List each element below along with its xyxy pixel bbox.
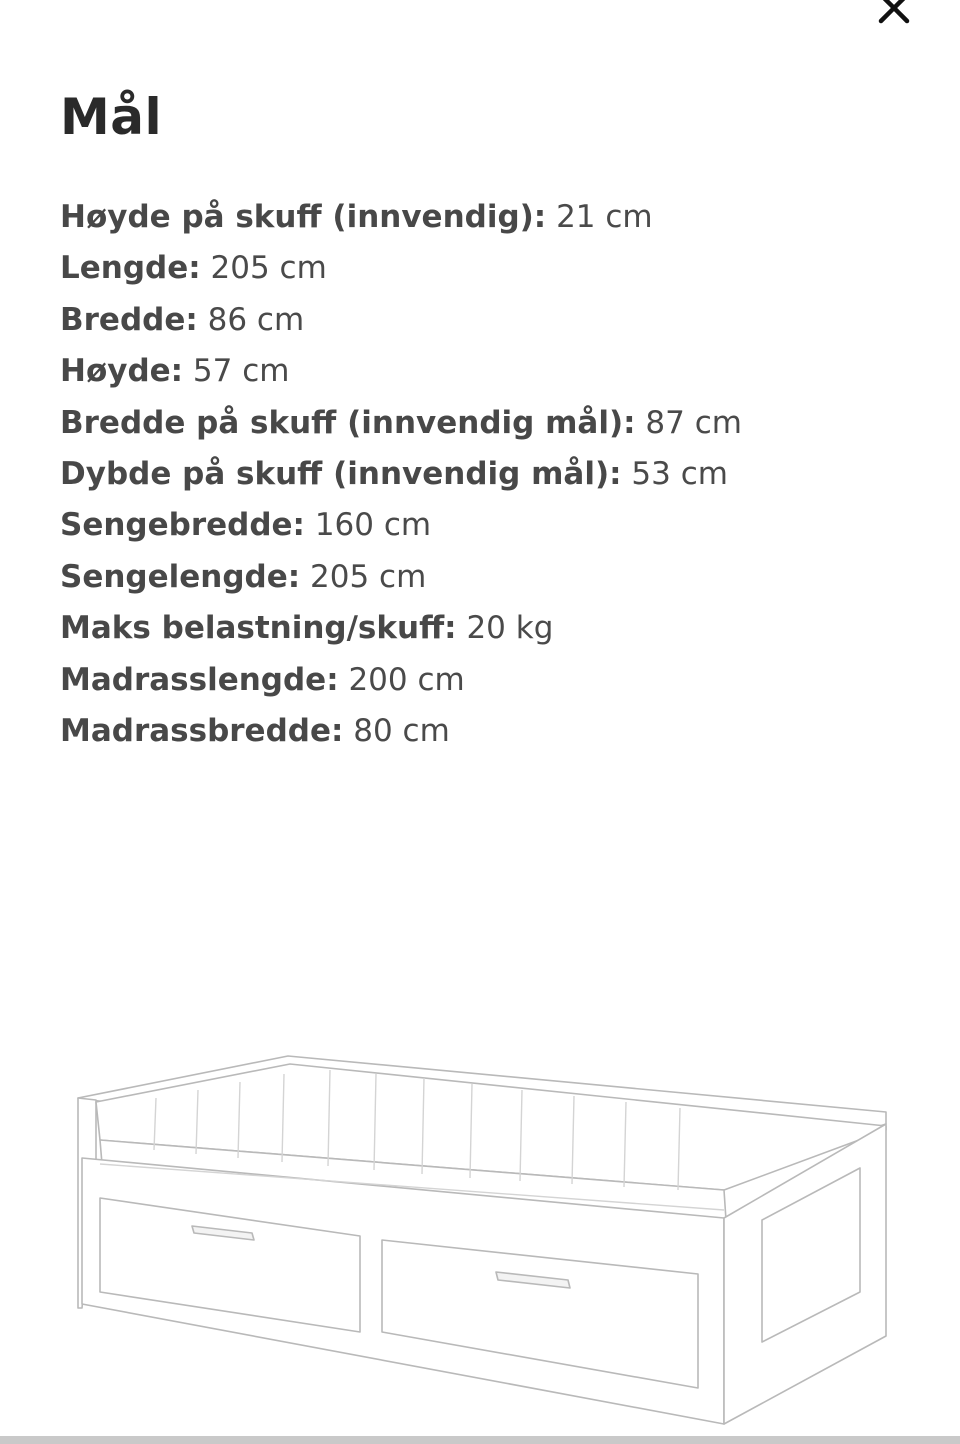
dimension-label: Lengde: bbox=[60, 250, 201, 287]
dimension-value: 160 cm bbox=[314, 507, 432, 544]
close-icon bbox=[877, 0, 911, 25]
close-button[interactable] bbox=[870, 0, 918, 28]
dimension-label: Bredde på skuff (innvendig mål): bbox=[60, 404, 636, 441]
dimension-value: 20 kg bbox=[466, 610, 554, 647]
dimension-value: 53 cm bbox=[631, 455, 728, 492]
dimension-row bbox=[60, 346, 742, 397]
dimension-row bbox=[60, 655, 742, 706]
dimension-value: 86 cm bbox=[207, 301, 305, 338]
dimension-label: Dybde på skuff (innvendig mål): bbox=[60, 455, 622, 492]
dimension-label: Sengelengde: bbox=[60, 558, 301, 595]
dimension-label: Høyde: bbox=[60, 353, 184, 390]
dimension-row bbox=[60, 192, 742, 243]
dimension-list bbox=[60, 192, 742, 757]
daybed-illustration bbox=[60, 1040, 900, 1435]
dimension-value: 80 cm bbox=[353, 712, 450, 749]
dimension-row bbox=[60, 295, 742, 346]
dimension-row bbox=[60, 449, 742, 500]
dimension-value: 21 cm bbox=[556, 199, 653, 235]
dimension-label: Madrasslengde: bbox=[60, 661, 339, 698]
dimension-row bbox=[60, 398, 742, 449]
product-image bbox=[60, 1040, 900, 1435]
dimension-row bbox=[60, 243, 742, 294]
dimension-label: Maks belastning/skuff: bbox=[60, 610, 457, 647]
dimension-row bbox=[60, 552, 742, 603]
dimension-value: 205 cm bbox=[310, 558, 427, 595]
dimension-label: Sengebredde: bbox=[60, 507, 305, 544]
dimension-row bbox=[60, 603, 742, 654]
dimension-label: Høyde på skuff (innvendig): bbox=[60, 199, 547, 235]
dimension-value: 57 cm bbox=[192, 353, 290, 390]
dimension-label: Bredde: bbox=[60, 301, 198, 338]
dimension-value: 200 cm bbox=[348, 661, 465, 698]
bottom-scroll-bar bbox=[0, 1436, 960, 1444]
dimension-value: 87 cm bbox=[645, 404, 742, 441]
dimension-row bbox=[60, 706, 742, 757]
dimension-row bbox=[60, 500, 742, 551]
dimension-label: Madrassbredde: bbox=[60, 712, 344, 749]
dimension-value: 205 cm bbox=[210, 250, 327, 287]
page-title: Mål bbox=[60, 88, 163, 146]
